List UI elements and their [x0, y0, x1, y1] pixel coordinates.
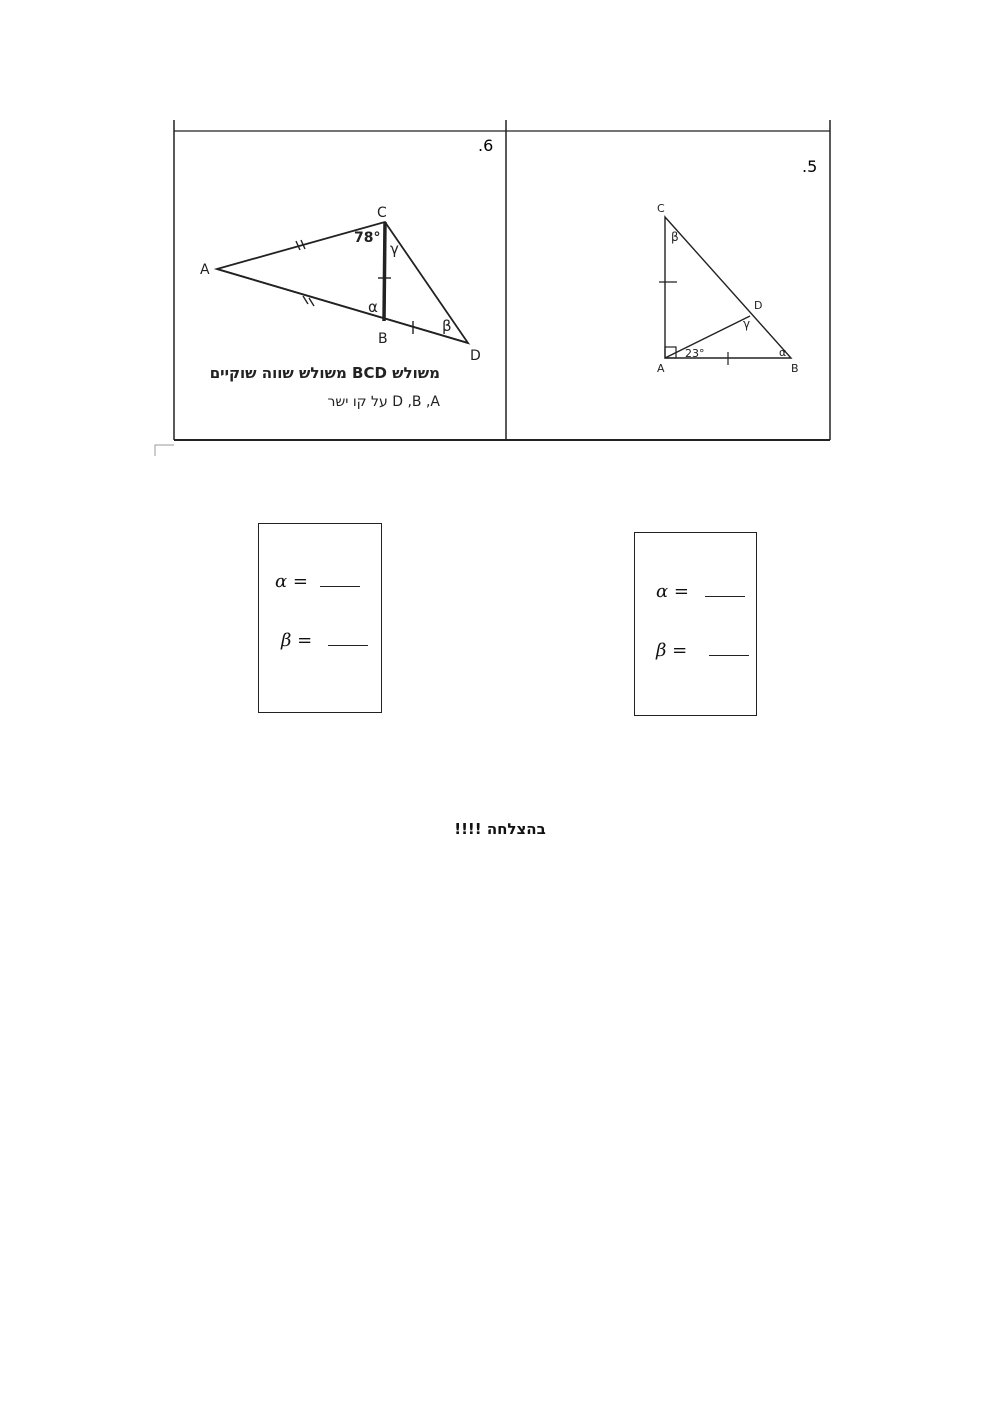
p6-angle-beta: β: [442, 317, 452, 335]
p5-label-C: C: [657, 202, 665, 215]
problem6-number: .6: [478, 136, 494, 155]
p5-angle-23: 23°: [685, 347, 705, 360]
p5-label-D: D: [754, 299, 763, 312]
problem5-figure: [659, 217, 791, 365]
p5-label-B: B: [791, 362, 799, 375]
answer-left-beta-blank[interactable]: [328, 627, 368, 646]
p6-angle-gamma: γ: [390, 240, 399, 258]
answer-right-beta-blank[interactable]: [709, 637, 749, 656]
p6-label-A: A: [200, 262, 210, 278]
answer-right-alpha-blank[interactable]: [705, 578, 745, 597]
problem-table: [0, 0, 1000, 470]
p6-angle-78: 78°: [354, 230, 381, 246]
answer-right-beta-row: [656, 637, 749, 661]
good-luck-text: בהצלחה !!!!: [454, 820, 546, 838]
p6-label-C: C: [377, 205, 387, 221]
problem5-number: .5: [802, 157, 818, 176]
problem5-labels: [657, 202, 799, 375]
p6-label-B: B: [378, 331, 388, 347]
p5-angle-alpha: α: [779, 346, 787, 359]
answer-box-left: [258, 523, 382, 713]
answer-left-beta-row: [281, 627, 368, 651]
p6-label-D: D: [470, 348, 481, 364]
p6-caption-line2: D ,B ,A על קו ישר: [327, 394, 440, 410]
answer-left-alpha-blank[interactable]: [320, 568, 360, 587]
p5-angle-gamma: γ: [743, 317, 751, 331]
p5-angle-beta: β: [671, 230, 679, 244]
answer-right-beta-label: β =: [656, 640, 688, 661]
problem6-figure: [217, 222, 468, 343]
answer-box-right: [634, 532, 757, 716]
answer-left-alpha-label: α =: [275, 571, 308, 592]
p6-angle-alpha: α: [368, 298, 378, 316]
answer-left-beta-label: β =: [281, 630, 313, 651]
answer-left-alpha-row: [275, 568, 360, 592]
answer-right-alpha-label: α =: [656, 581, 689, 602]
p5-label-A: A: [657, 362, 665, 375]
problem6-labels: [200, 205, 481, 410]
answer-right-alpha-row: [656, 578, 745, 602]
p6-caption-line1: משולש BCD משולש שווה שוקיים: [209, 364, 440, 382]
